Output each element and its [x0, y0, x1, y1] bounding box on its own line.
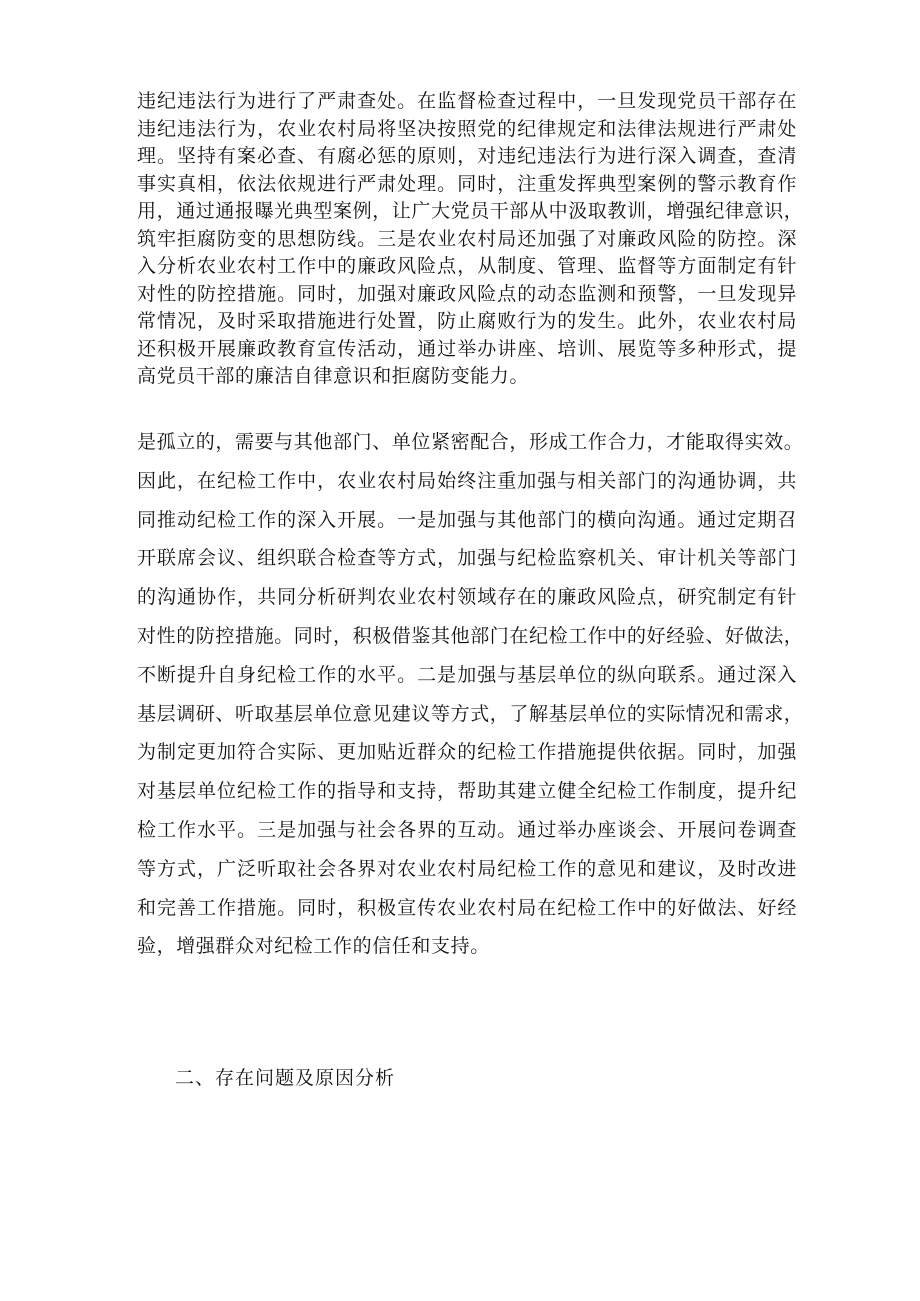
text-line: 是孤立的，需要与其他部门、单位紧密配合，形成工作合力，才能取得实效。 — [137, 431, 804, 453]
text-line: 因此，在纪检工作中，农业农村局始终注重加强与相关部门的沟通协调，共 — [137, 469, 797, 492]
text-line: 事实真相，依法依规进行严肃处理。同时，注重发挥典型案例的警示教育作 — [137, 172, 797, 195]
text-line: 还积极开展廉政教育宣传活动，通过举办讲座、培训、展览等多种形式，提 — [137, 337, 797, 360]
text-line: 同推动纪检工作的深入开展。一是加强与其他部门的横向沟通。通过定期召 — [137, 508, 797, 531]
text-line: 常情况，及时采取措施进行处置，防止腐败行为的发生。此外，农业农村局 — [137, 310, 797, 332]
section-heading: 二、存在问题及原因分析 — [175, 1067, 396, 1089]
paragraph-discipline-enforcement — [137, 88, 804, 391]
text-line: 验，增强群众对纪检工作的信任和支持。 — [137, 935, 490, 958]
paragraph-coordination — [137, 423, 804, 966]
text-line: 筑牢拒腐防变的思想防线。三是农业农村局还加强了对廉政风险的防控。深 — [137, 227, 797, 250]
text-line: 检工作水平。三是加强与社会各界的互动。通过举办座谈会、开展问卷调查 — [137, 818, 797, 841]
text-line: 违纪违法行为进行了严肃查处。在监督检查过程中，一旦发现党员干部存在 — [137, 90, 797, 112]
text-line: 对基层单位纪检工作的指导和支持，帮助其建立健全纪检工作制度，提升纪 — [137, 780, 797, 803]
text-line: 基层调研、听取基层单位意见建议等方式，了解基层单位的实际情况和需求， — [137, 702, 804, 725]
text-line: 用，通过通报曝光典型案例，让广大党员干部从中汲取教训，增强纪律意识， — [137, 200, 804, 222]
text-line: 为制定更加符合实际、更加贴近群众的纪检工作措施提供依据。同时，加强 — [137, 741, 797, 764]
text-line: 等方式，广泛听取社会各界对农业农村局纪检工作的意见和建议，及时改进 — [137, 857, 797, 880]
text-line: 对性的防控措施。同时，积极借鉴其他部门在纪检工作中的好经验、好做法， — [137, 624, 804, 647]
text-line: 和完善工作措施。同时，积极宣传农业农村局在纪检工作中的好做法、好经 — [137, 896, 797, 919]
text-line: 开联席会议、组织联合检查等方式，加强与纪检监察机关、审计机关等部门 — [137, 547, 797, 570]
text-line: 高党员干部的廉洁自律意识和拒腐防变能力。 — [137, 365, 530, 387]
text-line: 入分析农业农村工作中的廉政风险点，从制度、管理、监督等方面制定有针 — [137, 255, 797, 277]
text-line: 对性的防控措施。同时，加强对廉政风险点的动态监测和预警，一旦发现异 — [137, 282, 797, 305]
text-line: 不断提升自身纪检工作的水平。二是加强与基层单位的纵向联系。通过深入 — [137, 663, 797, 686]
text-line: 理。坚持有案必查、有腐必惩的原则，对违纪违法行为进行深入调查，查清 — [137, 145, 797, 167]
text-line: 违纪违法行为，农业农村局将坚决按照党的纪律规定和法律法规进行严肃处 — [137, 117, 797, 140]
text-line: 的沟通协作，共同分析研判农业农村领域存在的廉政风险点，研究制定有针 — [137, 586, 797, 609]
